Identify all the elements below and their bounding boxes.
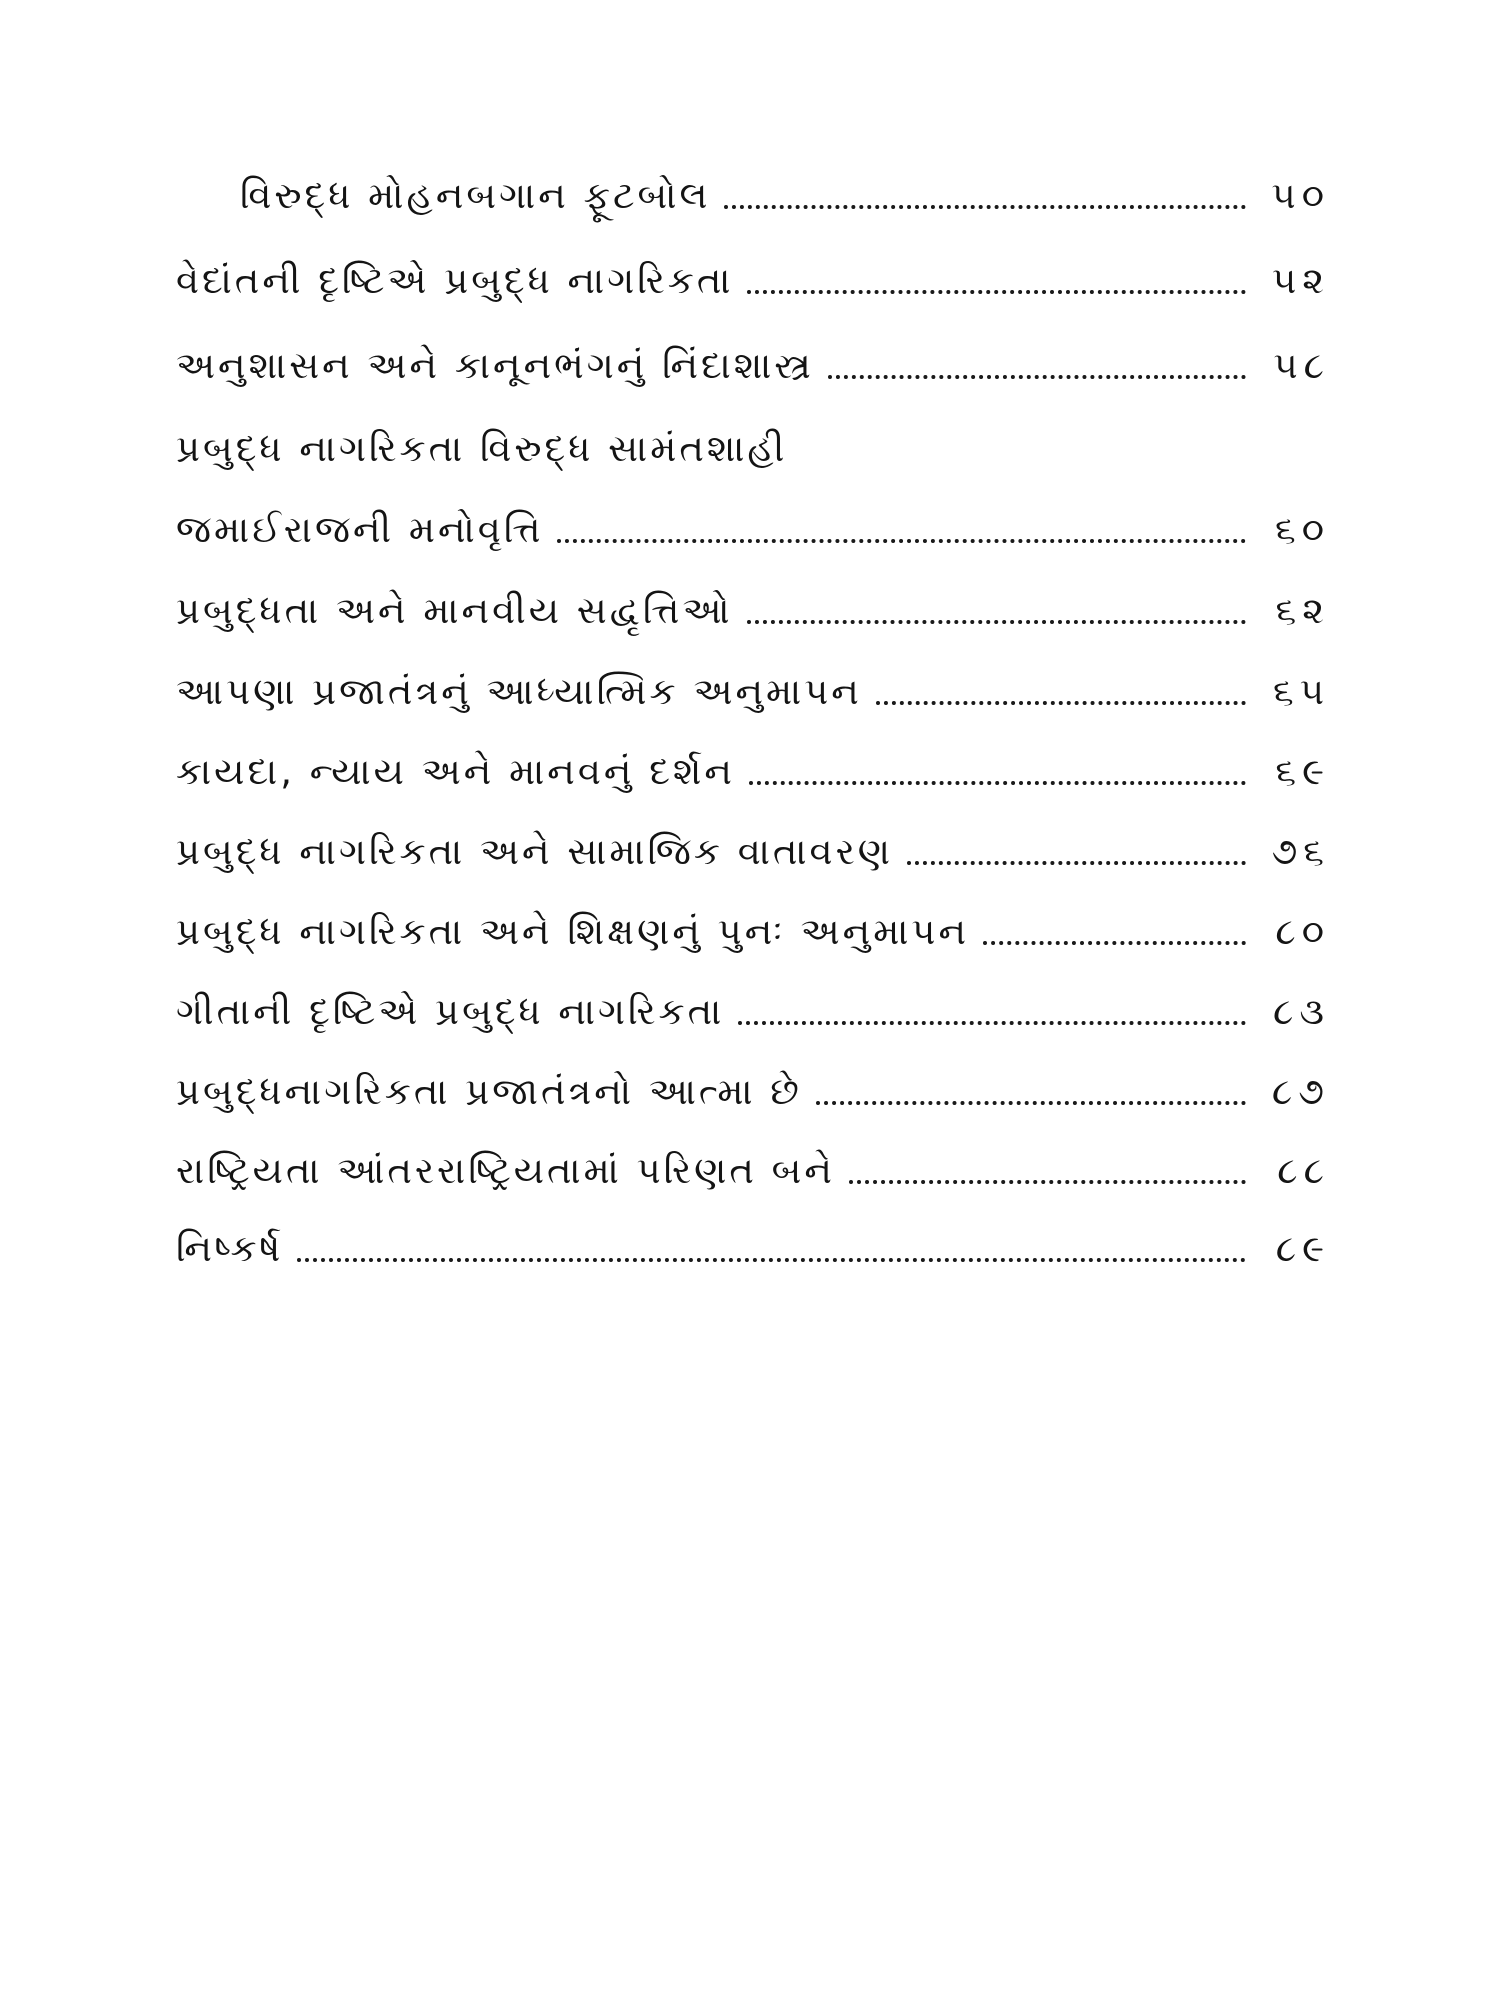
toc-entry-title: રાષ્ટ્રિયતા આંતરરાષ્ટ્રિયતામાં પરિણત બને xyxy=(176,1149,835,1192)
toc-entry-title: પ્રબુદ્ધ નાગરિકતા અને શિક્ષણનું પુનઃ અનુમાપન xyxy=(176,910,970,953)
toc-entry xyxy=(176,567,1330,632)
toc-entry-title: આપણા પ્રજાતંત્રનું આધ્યાત્મિક અનુમાપન xyxy=(176,670,862,713)
toc-entry-page: ૬૫ xyxy=(1272,670,1330,713)
toc-entry xyxy=(176,648,1330,713)
toc-entry-page: ૮૯ xyxy=(1275,1227,1330,1270)
toc-entry-title: નિષ્કર્ષ xyxy=(176,1227,284,1270)
dot-leader xyxy=(747,290,1246,294)
dot-leader xyxy=(724,205,1246,209)
toc-entry xyxy=(176,1127,1330,1192)
dot-leader xyxy=(907,861,1246,865)
toc-entry-page: ૫૦ xyxy=(1271,174,1330,217)
dot-leader xyxy=(983,941,1246,945)
toc-entry-page: ૮૦ xyxy=(1275,910,1330,953)
toc-entry-title: અનુશાસન અને કાનૂનભંગનું નિંદાશાસ્ત્ર xyxy=(176,344,814,387)
toc-entry xyxy=(176,1205,1330,1270)
toc-entry-page: ૮૩ xyxy=(1273,990,1330,1033)
toc-entry-page: ૬૦ xyxy=(1275,508,1330,551)
toc-entry xyxy=(176,1048,1330,1113)
toc-entry xyxy=(176,728,1330,793)
toc-entry-title: ગીતાની દૃષ્ટિએ પ્રબુદ્ધ નાગરિકતા xyxy=(176,990,725,1033)
dot-leader xyxy=(297,1258,1246,1262)
toc-entry-title: કાયદા, ન્યાય અને માનવનું દર્શન xyxy=(176,750,735,793)
toc-entry-page: ૫૮ xyxy=(1273,344,1330,387)
dot-leader xyxy=(738,1021,1246,1025)
toc-entry-title: પ્રબુદ્ધ નાગરિકતા વિરુદ્ધ સામંતશાહી xyxy=(176,427,788,470)
toc-entry xyxy=(176,968,1330,1033)
toc-entry-title: પ્રબુદ્ધતા અને માનવીય સદ્વૃત્તિઓ xyxy=(176,589,733,632)
toc-entry xyxy=(176,405,1330,470)
toc-entry xyxy=(176,486,1330,551)
dot-leader xyxy=(747,620,1246,624)
toc-entry xyxy=(240,152,1330,217)
toc-entry-title: જમાઈરાજની મનોવૃત્તિ xyxy=(176,508,544,551)
toc-entry xyxy=(176,808,1330,873)
toc-entry xyxy=(176,322,1330,387)
toc-entry-title: પ્રબુદ્ધ નાગરિકતા અને સામાજિક વાતાવરણ xyxy=(176,830,893,873)
toc-entry-page: ૮૭ xyxy=(1271,1070,1330,1113)
dot-leader xyxy=(557,539,1246,543)
toc-entry xyxy=(176,888,1330,953)
dot-leader xyxy=(828,375,1246,379)
toc-entry-page: ૬૯ xyxy=(1275,750,1330,793)
toc-entry-title: વિરુદ્ધ મોહનબગાન ફૂટબોલ xyxy=(240,174,711,217)
dot-leader xyxy=(816,1101,1246,1105)
toc-entry-page: ૬૨ xyxy=(1275,589,1330,632)
toc-entry-page: ૫૨ xyxy=(1271,259,1330,302)
toc-entry-page: ૮૮ xyxy=(1277,1149,1330,1192)
toc-entry-page: ૭૬ xyxy=(1271,830,1330,873)
dot-leader xyxy=(749,781,1246,785)
dot-leader xyxy=(849,1180,1246,1184)
toc-entry xyxy=(176,237,1330,302)
dot-leader xyxy=(876,701,1246,705)
toc-entry-title: પ્રબુદ્ધનાગરિકતા પ્રજાતંત્રનો આત્મા છે xyxy=(176,1070,802,1113)
toc-entry-title: વેદાંતની દૃષ્ટિએ પ્રબુદ્ધ નાગરિકતા xyxy=(176,259,734,302)
